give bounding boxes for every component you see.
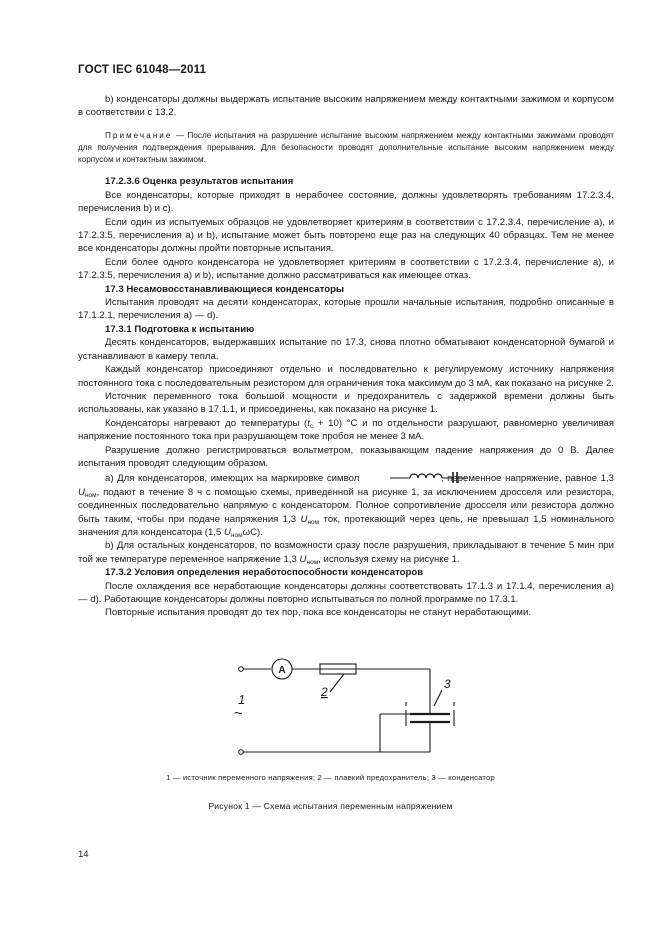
- heading-17-3-2: 17.3.2 Условия определения неработоспособности конденсаторов: [105, 567, 424, 579]
- note-label: Примечание: [105, 130, 173, 140]
- paragraph-one-sample-fails: Если один из испытуемых образцов не удовлетворяет критериям в соответствии с 17.2.3.4, перечисление а), и 17.2.3.5, перечисления а) и b), испытание может быть повторено еще раз на следующих 40 образцах. Тем не менее все конденсаторы должны пройти повторные испытания.: [78, 216, 614, 255]
- heading-17-2-3-6: 17.2.3.6 Оценка результатов испытания: [105, 176, 294, 188]
- label-capacitor: 3: [444, 677, 451, 691]
- paragraph-ac-source: Источник переменного тока большой мощности и предохранитель с задержкой времени должны быть использованы, как указано в 17.1.1, и присоединены, как показано на рисунке 1.: [78, 390, 614, 416]
- paragraph-heating: Конденсаторы нагревают до температуры $(t_c + 10)$ °С и по отдельности разрушают, равномерно увеличивая напряжение постоянного тока при разрушающем токе пробоя не менее 3 мА.: [78, 417, 614, 443]
- paragraph-ten-capacitors: Испытания проводят на десяти конденсаторах, которые прошли начальные испытания, подробно описанные в 17.1.2.1, перечисления а) — d).: [78, 297, 614, 322]
- label-source: 1: [238, 692, 246, 707]
- document-body: [78, 93, 614, 620]
- note-text: — После испытания на разрушение испытание высоким напряжением между контактными зажимами проводят для получения подтверждения прерывания. Для безопасности проводят дополнительные испытание высоким напряжением между корпусом и контактным зажимом.: [78, 130, 614, 165]
- circuit-diagram: [220, 656, 480, 766]
- paragraph-more-than-one-fails: Если более одного конденсатора не удовлетворяет критериям в соответствии с 17.2.3.4, перечисление а), и 17.2.3.5, перечисления а) и b), испытание должно рассматриваться как имеющее отказ.: [78, 256, 614, 282]
- label-fuse: 2: [321, 685, 328, 699]
- choke-capacitor-symbol-icon: [363, 470, 441, 483]
- paragraph-all-capacitors: Все конденсаторы, которые приходят в нерабочее состояние, должны удовлетворять требованиям 17.2.3.4, перечисления b) и с).: [78, 189, 614, 215]
- ammeter-icon: A: [278, 665, 286, 676]
- paragraph-a-marked-capacitors: а) Для конденсаторов, имеющих на маркировке символ , переменное напряжение, равное 1,3 $U_{ном}$, подают в течение 8 ч с помощью схемы, приведенной на рисунке 1, за исключением дросселя или резистора, соединенных последовательно напрямую с конденсатором. Полное сопротивление дросселя или резистора должно быть таким, чтобы при подаче напряжения 1,3 $U_{ном}$ ток, протекающий через цепь, не превышал 1,5 номинального значения для конденсатора (1,5 $U_{ном}\omega С$).: [78, 470, 614, 539]
- paragraph-dc-source: Каждый конденсатор присоединяют отдельно и последовательно к регулируемому источнику напряжения постоянного тока с последовательным резистором для ограничения тока максимум до 3 мА, как показано на рисунке 2.: [78, 364, 614, 389]
- heading-17-3: 17.3 Несамовосстанавливающиеся конденсаторы: [105, 283, 345, 295]
- paragraph-after-cooling: После охлаждения все неработающие конденсаторы должны соответствовать 17.1.3 и 17.1.4, перечисления а) — d). Работающие конденсаторы должны повторно испытываться по полной программе по 17.3.1.: [78, 580, 614, 606]
- paragraph-repeat-tests: Повторные испытания проводят до тех пор, пока все конденсаторы не станут неработающими.: [105, 607, 531, 619]
- circuit-schematic: [220, 656, 480, 766]
- figure-legend: 1 — источник переменного напряжения; 2 — плавкий предохранитель; 3 — конденсатор: [166, 773, 495, 782]
- heading-17-3-1: 17.3.1 Подготовка к испытанию: [105, 323, 255, 335]
- paragraph-b-high-voltage: b) конденсаторы должны выдержать испытание высоким напряжением между контактными зажимом и корпусом в соответствии с 13.2.: [78, 94, 614, 119]
- paragraph-voltmeter: Разрушение должно регистрироваться вольтметром, показывающим падение напряжения до 0 В. Далее испытания проводят следующим образом.: [78, 444, 614, 469]
- paragraph-b-other-capacitors: b) Для остальных конденсаторов, по возможности сразу после разрушения, прикладывают в течение 5 мин при той же температуре переменное напряжение 1,3 $U_{ном}$, используя схему на рисунке 1.: [78, 540, 614, 566]
- page-number: 14: [78, 849, 89, 860]
- document-header: ГОСТ IEC 61048—2011: [78, 64, 207, 76]
- ac-tilde-icon: ~: [234, 705, 243, 722]
- paragraph-wrap-paper: Десять конденсаторов, выдержавших испытание по 17.3, снова плотно обматывают конденсаторной бумагой и устанавливают в камеру тепла.: [78, 337, 614, 362]
- note: [78, 130, 614, 167]
- figure-caption: Рисунок 1 — Схема испытания переменным напряжением: [208, 801, 453, 811]
